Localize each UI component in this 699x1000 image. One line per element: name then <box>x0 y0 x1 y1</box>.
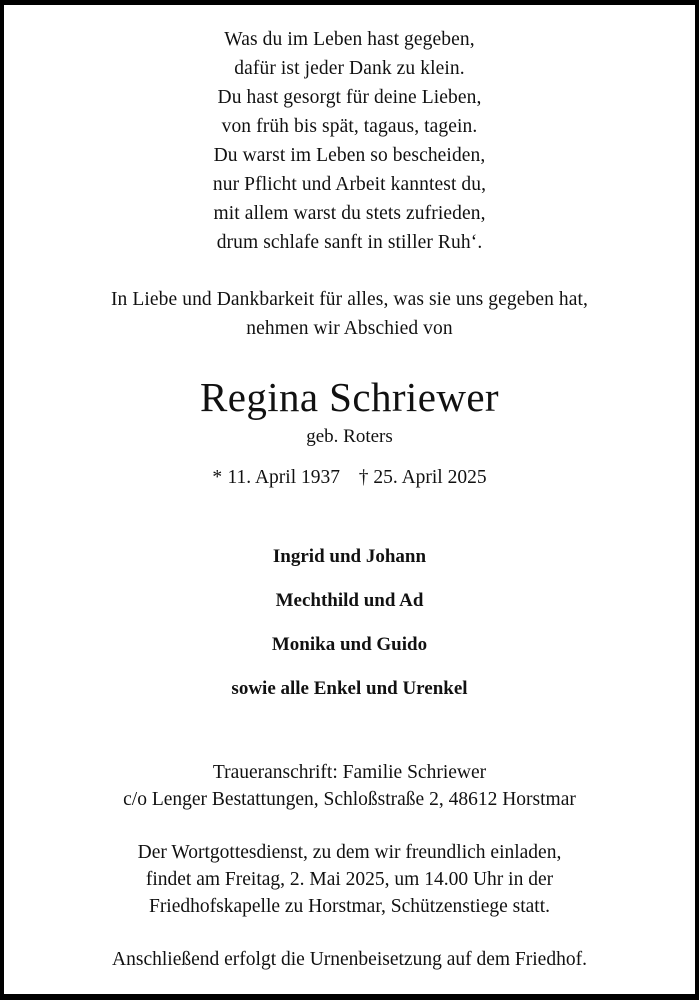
mourning-address <box>123 759 576 813</box>
verse-line: nur Pflicht und Arbeit kanntest du, <box>212 174 487 195</box>
memorial-verse <box>213 25 486 257</box>
dedication-text <box>111 285 588 343</box>
address-line: Traueranschrift: Familie Schriewer <box>212 762 487 783</box>
birth-date: 11. April 1937 <box>227 467 341 488</box>
deceased-maiden-name: geb. Roters <box>306 426 393 447</box>
deceased-name: Regina Schriewer <box>200 374 499 420</box>
family-member-line: sowie alle Enkel und Urenkel <box>231 678 468 699</box>
dedication-line: In Liebe und Dankbarkeit für alles, was sie uns gegeben hat, <box>110 289 589 310</box>
service-line: findet am Freitag, 2. Mai 2025, um 14.00 Uhr in der <box>145 869 554 890</box>
service-line: Friedhofskapelle zu Horstmar, Schützenstiege statt. <box>148 896 550 917</box>
death-notice-card <box>4 5 695 994</box>
service-line: Der Wortgottesdienst, zu dem wir freundlich einladen, <box>137 842 562 863</box>
family-member-line: Mechthild und Ad <box>275 590 424 611</box>
family-member-line: Ingrid und Johann <box>272 546 427 567</box>
family-member-line: Monika und Guido <box>271 634 428 655</box>
born-symbol-icon: * <box>212 467 223 488</box>
verse-line: Du warst im Leben so bescheiden, <box>213 145 486 166</box>
death-date: 25. April 2025 <box>373 467 487 488</box>
surviving-family-list <box>231 535 467 711</box>
verse-line: von früh bis spät, tagaus, tagein. <box>221 116 478 137</box>
cross-symbol-icon: † <box>358 467 369 488</box>
closing-note: Anschließend erfolgt die Urnenbeisetzung auf dem Friedhof. <box>112 949 587 970</box>
verse-line: Du hast gesorgt für deine Lieben, <box>217 87 482 108</box>
service-details <box>138 839 562 920</box>
dedication-line: nehmen wir Abschied von <box>246 318 453 339</box>
address-line: c/o Lenger Bestattungen, Schloßstraße 2, 48612 Horstmar <box>123 789 576 810</box>
verse-line: drum schlafe sanft in stiller Ruh‘. <box>216 232 483 253</box>
verse-line: Was du im Leben hast gegeben, <box>224 29 475 50</box>
life-dates <box>212 465 486 491</box>
deceased-block <box>200 373 499 491</box>
verse-line: dafür ist jeder Dank zu klein. <box>234 58 465 79</box>
verse-line: mit allem warst du stets zufrieden, <box>213 203 486 224</box>
